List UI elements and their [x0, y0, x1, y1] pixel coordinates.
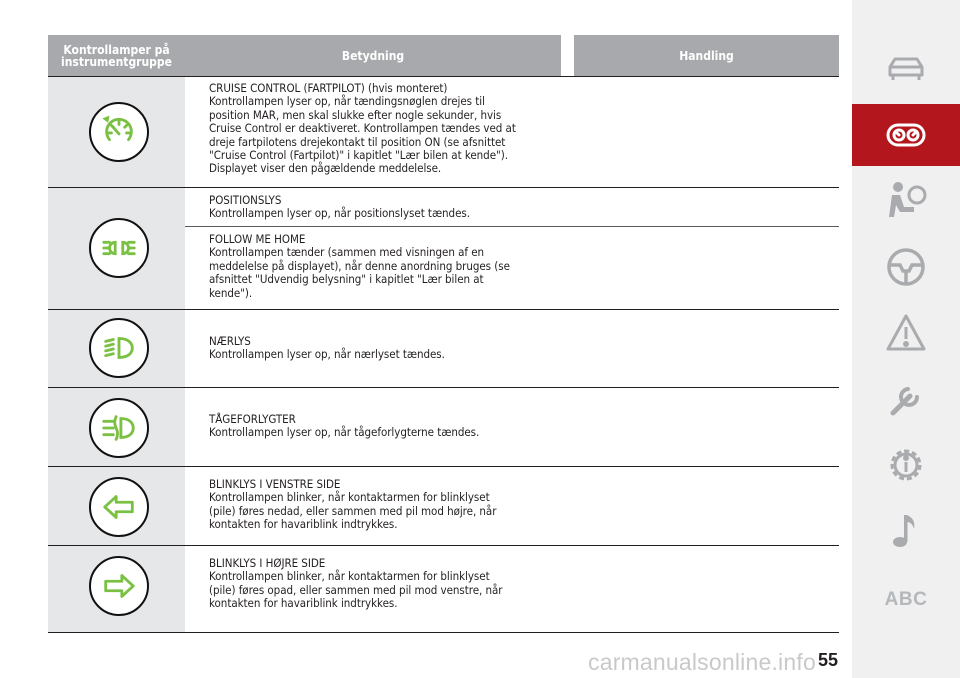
music-note-icon[interactable] [852, 500, 960, 562]
header-indicator-lamps: Kontrollamper på instrumentgruppe [48, 35, 185, 76]
row-divider [185, 226, 839, 227]
entry-title: CRUISE CONTROL (FARTPILOT) (hvis monteret) [209, 81, 448, 95]
row-divider [48, 466, 839, 467]
entry-text: Kontrollampen lyser op, når positionslyset tændes. [209, 206, 470, 221]
row-divider [48, 76, 839, 77]
right-turn-signal-icon [89, 556, 149, 616]
chapter-sidebar [852, 0, 960, 678]
cruise-control-description [209, 82, 519, 176]
watermark: carmanualsonline.info [588, 649, 816, 675]
steering-wheel-icon[interactable] [852, 236, 960, 298]
fog-lights-icon [89, 398, 149, 458]
entry-title: TÅGEFORLYGTER [209, 412, 296, 426]
low-beam-description [209, 335, 519, 362]
entry-title: FOLLOW ME HOME [209, 232, 306, 246]
entry-title: BLINKLYS I VENSTRE SIDE [209, 477, 341, 491]
warning-triangle-icon[interactable] [852, 302, 960, 364]
page-number: 55 [818, 650, 839, 670]
car-icon[interactable] [852, 38, 960, 100]
left-turn-signal-icon [89, 477, 149, 537]
entry-text: Kontrollampen tænder (sammen med visningen af en meddelelse på displayet), når denne anordning bruges (se afsnittet "Udvendig belysning" i kapitlet "Lær bilen at kende"). [209, 245, 510, 300]
position-lights-icon [89, 218, 149, 278]
header-meaning: Betydning [185, 35, 561, 76]
abc-index-link[interactable]: ABC [884, 589, 928, 610]
wrench-icon[interactable] [852, 368, 960, 430]
low-beam-icon [89, 318, 149, 378]
right-turn-signal-description [209, 557, 519, 611]
entry-text: Kontrollampen lyser op, når tågeforlygterne tændes. [209, 425, 480, 440]
header-action: Handling [574, 35, 839, 76]
cruise-control-icon [89, 102, 149, 162]
row-divider [48, 187, 839, 188]
row-divider [48, 387, 839, 388]
left-turn-signal-description [209, 478, 519, 532]
follow-me-home-description [209, 233, 519, 300]
table-header [48, 35, 839, 76]
row-divider [48, 309, 839, 310]
row-divider [48, 545, 839, 546]
seat-airbag-icon[interactable] [852, 170, 960, 232]
fog-lights-description [209, 413, 519, 440]
dashboard-icon[interactable] [852, 104, 960, 166]
entry-text: Kontrollampen lyser op, når tændingsnøglen drejes til position MAR, men skal slukke efter nogle sekunder, hvis Cruise Control er deaktiveret. Kontrollampen tændes ved at dreje fartpilotens drejekontakt til position ON (se afsnittet "Cruise Control (Fartpilot)" i kapitlet "Lær bilen at kende"). Displayet viser den pågældende meddelelse. [209, 94, 516, 176]
header-separator [561, 35, 574, 76]
entry-text: Kontrollampen blinker, når kontaktarmen for blinklyset (pile) føres nedad, eller sammen med pil mod højre, når kontakten for havariblink indtrykkes. [209, 490, 497, 532]
position-lights-description [209, 194, 519, 221]
entry-text: Kontrollampen blinker, når kontaktarmen for blinklyset (pile) føres opad, eller sammen med pil mod venstre, når kontakten for havariblink indtrykkes. [209, 569, 503, 611]
entry-title: NÆRLYS [209, 334, 251, 348]
entry-title: POSITIONSLYS [209, 193, 282, 207]
entry-text: Kontrollampen lyser op, når nærlyset tændes. [209, 347, 445, 362]
info-gear-icon[interactable] [852, 434, 960, 496]
entry-title: BLINKLYS I HØJRE SIDE [209, 556, 326, 570]
row-divider [48, 632, 839, 633]
